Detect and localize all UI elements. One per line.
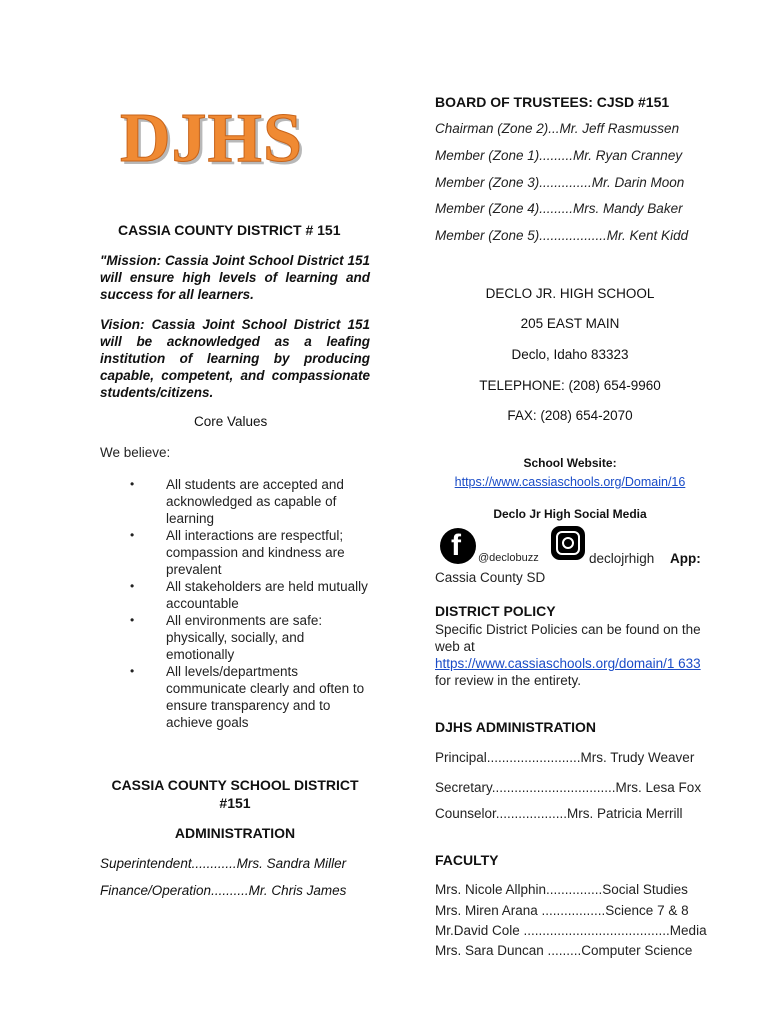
- website-link[interactable]: https://www.cassiaschools.org/Domain/16: [454, 475, 686, 489]
- board-title: BOARD OF TRUSTEES: CJSD #151: [435, 94, 670, 110]
- list-item: • All environments are safe: physically, socially, and emotionally: [130, 613, 323, 662]
- admin-title-3: ADMINISTRATION: [174, 825, 296, 841]
- social-media-label: Declo Jr High Social Media: [493, 507, 647, 521]
- facebook-handle[interactable]: @declobuzz: [478, 552, 539, 564]
- board-member: Member (Zone 1).........Mr. Ryan Cranney: [435, 148, 683, 163]
- vision-statement: Vision: Cassia Joint School District 151 will be acknowledged as a leafing institution of learning by producing capable, competent, and compassionate students/citizens.: [100, 317, 370, 400]
- faculty-title: FACULTY: [435, 852, 499, 868]
- we-believe: We believe:: [100, 445, 171, 460]
- policy-link[interactable]: https://www.cassiaschools.org/domain/1 633: [435, 656, 701, 671]
- school-name: DECLO JR. HIGH SCHOOL: [485, 286, 655, 301]
- principal: Principal.........................Mrs. Trudy Weaver: [435, 750, 695, 765]
- app-name: Cassia County SD: [435, 570, 546, 585]
- superintendent: Superintendent............Mrs. Sandra Miller: [100, 856, 347, 871]
- board-member: Member (Zone 4).........Mrs. Mandy Baker: [435, 201, 683, 216]
- counselor: Counselor...................Mrs. Patricia Merrill: [435, 806, 683, 821]
- list-item: • All interactions are respectful; compassion and kindness are prevalent: [130, 528, 345, 577]
- school-street: 205 EAST MAIN: [520, 316, 620, 331]
- djhs-logo: DJHS: [120, 100, 303, 177]
- faculty-member: Mr.David Cole .......................................Media: [435, 923, 707, 938]
- core-values-title: Core Values: [194, 414, 268, 429]
- board-member: Chairman (Zone 2)...Mr. Jeff Rasmussen: [435, 121, 680, 136]
- school-telephone: TELEPHONE: (208) 654-9960: [479, 378, 661, 393]
- list-item: • All levels/departments communicate clearly and often to ensure transparency and to achieve goals: [130, 664, 365, 730]
- school-fax: FAX: (208) 654-2070: [507, 408, 633, 423]
- list-item: • All students are accepted and acknowledged as capable of learning: [130, 477, 344, 526]
- core-values-list: [100, 476, 370, 731]
- instagram-icon: [551, 526, 585, 560]
- finance-operation: Finance/Operation..........Mr. Chris James: [100, 883, 347, 898]
- admin-title-2: #151: [219, 795, 251, 811]
- faculty-member: Mrs. Sara Duncan .........Computer Science: [435, 943, 693, 958]
- admin-title-1: CASSIA COUNTY SCHOOL DISTRICT: [111, 777, 359, 793]
- facebook-link[interactable]: [440, 528, 476, 564]
- app-label: App:: [670, 551, 701, 566]
- list-item: • All stakeholders are held mutually accountable: [130, 579, 368, 611]
- policy-title: DISTRICT POLICY: [435, 603, 556, 619]
- mission-statement: "Mission: Cassia Joint School District 151 will ensure high levels of learning and success for all learners.: [100, 253, 370, 302]
- policy-text: Specific District Policies can be found on the web at https://www.cassiaschools.org/domain/1 633 for review in the entirety.: [435, 622, 701, 688]
- faculty-member: Mrs. Nicole Allphin...............Social Studies: [435, 882, 688, 897]
- djhs-admin-title: DJHS ADMINISTRATION: [435, 719, 596, 735]
- school-city: Declo, Idaho 83323: [511, 347, 629, 362]
- instagram-link[interactable]: [551, 526, 585, 560]
- district-title: CASSIA COUNTY DISTRICT # 151: [118, 222, 341, 238]
- faculty-member: Mrs. Miren Arana .................Science 7 & 8: [435, 903, 689, 918]
- board-member: Member (Zone 3)..............Mr. Darin Moon: [435, 175, 685, 190]
- facebook-icon: f: [440, 528, 476, 564]
- secretary: Secretary.................................Mrs. Lesa Fox: [435, 780, 702, 795]
- board-member: Member (Zone 5)..................Mr. Kent Kidd: [435, 228, 689, 243]
- instagram-handle[interactable]: declojrhigh: [589, 551, 655, 566]
- website-label: School Website:: [523, 456, 617, 470]
